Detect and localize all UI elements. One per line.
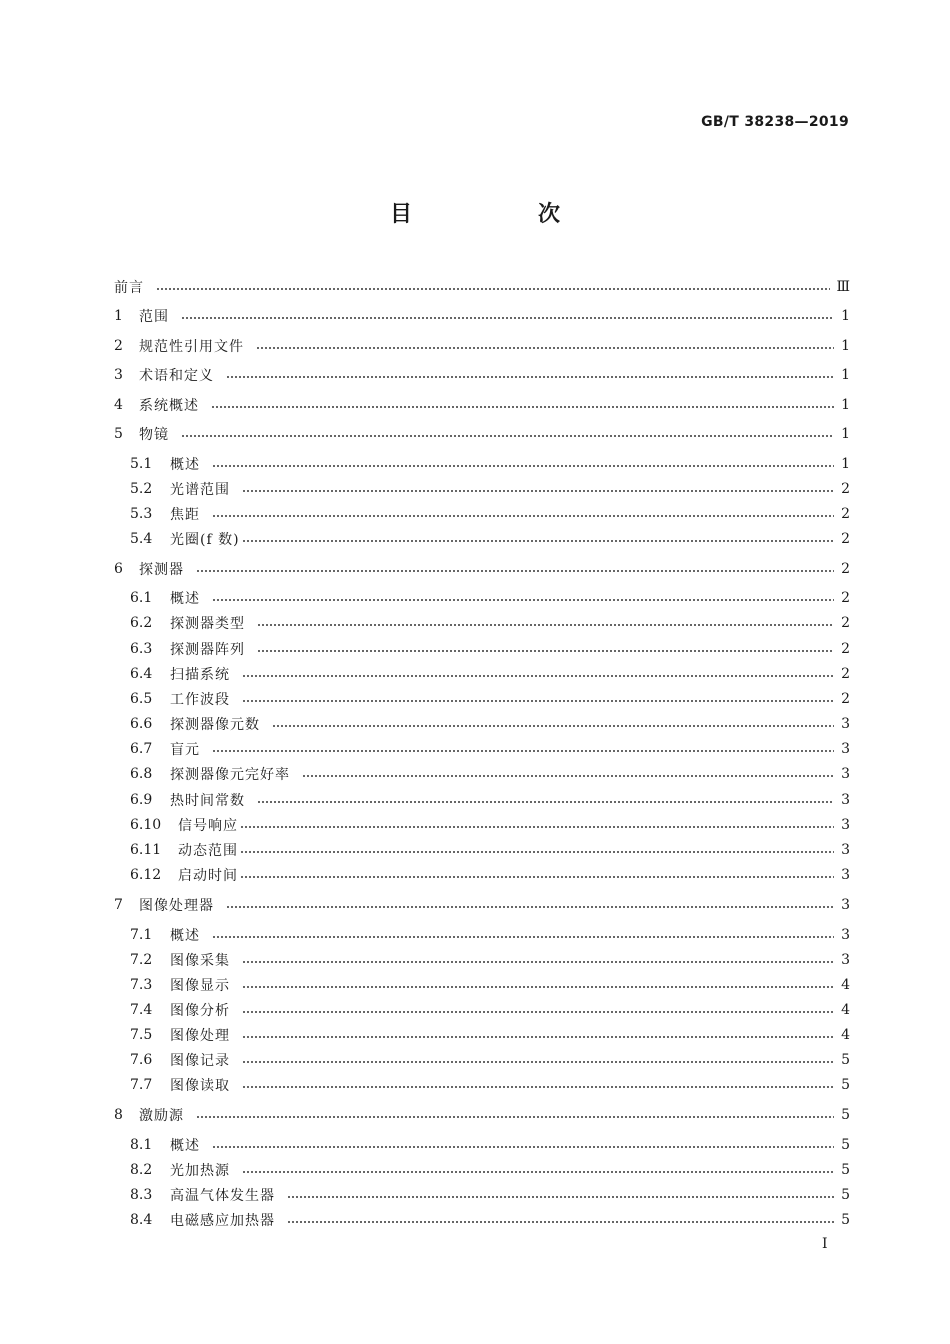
toc-entry-title: 电磁感应加热器 bbox=[170, 1213, 275, 1229]
dot-leader bbox=[226, 906, 834, 908]
toc-entry-number: 6 bbox=[114, 561, 123, 577]
dot-leader bbox=[242, 1011, 834, 1013]
dot-leader bbox=[212, 1146, 834, 1148]
dot-leader bbox=[272, 725, 834, 727]
toc-entry[interactable] bbox=[114, 333, 850, 359]
toc-entry-page: 3 bbox=[841, 792, 850, 808]
toc-entry-number: 6.12 bbox=[130, 867, 162, 883]
dot-leader bbox=[257, 801, 834, 803]
toc-entry-number: 5.2 bbox=[130, 481, 153, 497]
toc-entry-title: 图像记录 bbox=[170, 1053, 230, 1069]
toc-entry-page: Ⅲ bbox=[836, 279, 850, 295]
toc-entry-page: 4 bbox=[841, 1027, 850, 1043]
toc-entry[interactable] bbox=[114, 1102, 850, 1128]
toc-entry-page: 2 bbox=[841, 481, 850, 497]
dot-leader bbox=[240, 851, 834, 853]
toc-entry-title: 概述 bbox=[170, 457, 200, 473]
toc-entry[interactable] bbox=[130, 1022, 850, 1048]
dot-leader bbox=[242, 1171, 834, 1173]
toc-entry[interactable] bbox=[130, 636, 850, 662]
dot-leader bbox=[242, 986, 834, 988]
toc-entry-title: 探测器阵列 bbox=[170, 642, 245, 658]
toc-entry-number: 6.4 bbox=[130, 666, 153, 682]
dot-leader bbox=[242, 1061, 834, 1063]
dot-leader bbox=[212, 750, 834, 752]
dot-leader bbox=[240, 826, 834, 828]
dot-leader bbox=[181, 317, 834, 319]
toc-entry[interactable] bbox=[130, 451, 850, 477]
toc-entry-number: 6.1 bbox=[130, 590, 153, 606]
toc-entry-title: 光谱范围 bbox=[170, 482, 230, 498]
toc-entry[interactable] bbox=[130, 1132, 850, 1158]
toc-entry-page: 5 bbox=[841, 1137, 850, 1153]
toc-entry-number: 6.6 bbox=[130, 716, 153, 732]
toc-entry-title: 概述 bbox=[170, 591, 200, 607]
toc-entry-page: 3 bbox=[841, 897, 850, 913]
toc-entry-page: 4 bbox=[841, 1002, 850, 1018]
toc-entry-title: 高温气体发生器 bbox=[170, 1188, 275, 1204]
toc-entry[interactable] bbox=[130, 1207, 850, 1233]
toc-entry-number: 8.1 bbox=[130, 1137, 153, 1153]
toc-entry[interactable] bbox=[130, 761, 850, 787]
toc-entry-number: 6.5 bbox=[130, 691, 153, 707]
toc-entry-number: 5.3 bbox=[130, 506, 153, 522]
dot-leader bbox=[257, 650, 834, 652]
toc-entry-page: 2 bbox=[841, 691, 850, 707]
toc-entry-title: 概述 bbox=[170, 928, 200, 944]
toc-entry-title: 激励源 bbox=[139, 1108, 184, 1124]
toc-entry-number: 1 bbox=[114, 308, 123, 324]
toc-entry-number: 6.7 bbox=[130, 741, 153, 757]
toc-entry-title: 术语和定义 bbox=[139, 368, 214, 384]
dot-leader bbox=[181, 435, 834, 437]
dot-leader bbox=[196, 1116, 834, 1118]
toc-entry-number: 8.3 bbox=[130, 1187, 153, 1203]
toc-entry[interactable] bbox=[130, 862, 850, 888]
toc-entry-title: 范围 bbox=[139, 309, 169, 325]
toc-entry-page: 2 bbox=[841, 590, 850, 606]
toc-entry[interactable] bbox=[130, 1182, 850, 1208]
toc-entry-title: 动态范围 bbox=[178, 843, 238, 859]
dot-leader bbox=[257, 624, 834, 626]
toc-entry-number: 7.7 bbox=[130, 1077, 153, 1093]
toc-entry-title: 探测器像元完好率 bbox=[170, 767, 290, 783]
toc-entry-number: 8 bbox=[114, 1107, 123, 1123]
toc-entry-title: 图像读取 bbox=[170, 1078, 230, 1094]
toc-entry-title: 图像采集 bbox=[170, 953, 230, 969]
toc-entry-page: 3 bbox=[841, 716, 850, 732]
dot-leader bbox=[156, 288, 830, 290]
dot-leader bbox=[287, 1221, 834, 1223]
toc-entry-page: 3 bbox=[841, 927, 850, 943]
toc-entry[interactable] bbox=[114, 303, 850, 329]
dot-leader bbox=[212, 465, 834, 467]
toc-entry-page: 2 bbox=[841, 561, 850, 577]
page-number: I bbox=[822, 1236, 828, 1252]
toc-entry[interactable] bbox=[130, 501, 850, 527]
toc-entry-page: 2 bbox=[841, 506, 850, 522]
toc-entry-title: 规范性引用文件 bbox=[139, 339, 244, 355]
toc-entry-page: 1 bbox=[841, 338, 850, 354]
toc-entry-page: 2 bbox=[841, 615, 850, 631]
toc-entry-page: 1 bbox=[841, 456, 850, 472]
toc-entry-number: 7.3 bbox=[130, 977, 153, 993]
toc-entry-title: 物镜 bbox=[139, 427, 169, 443]
toc-entry[interactable] bbox=[114, 392, 850, 418]
toc-entry-number: 7 bbox=[114, 897, 123, 913]
toc-entry-number: 6.2 bbox=[130, 615, 153, 631]
page-title: 目 次 bbox=[389, 202, 612, 227]
toc-entry-number: 6.11 bbox=[130, 842, 162, 858]
toc-entry-title: 图像处理器 bbox=[139, 898, 214, 914]
dot-leader bbox=[242, 1036, 834, 1038]
toc-entry[interactable] bbox=[130, 610, 850, 636]
toc-entry-page: 1 bbox=[841, 426, 850, 442]
toc-entry-number: 4 bbox=[114, 397, 123, 413]
toc-entry-title: 扫描系统 bbox=[170, 667, 230, 683]
dot-leader bbox=[240, 876, 834, 878]
toc-entry[interactable] bbox=[130, 837, 850, 863]
dot-leader bbox=[302, 775, 834, 777]
toc-entry-page: 5 bbox=[841, 1077, 850, 1093]
toc-entry-page: 5 bbox=[841, 1212, 850, 1228]
toc-entry-page: 2 bbox=[841, 641, 850, 657]
toc-entry-page: 3 bbox=[841, 952, 850, 968]
toc-entry-title: 探测器 bbox=[139, 562, 184, 578]
toc-entry-number: 7.2 bbox=[130, 952, 153, 968]
toc-entry[interactable] bbox=[130, 947, 850, 973]
toc-entry-number: 5.1 bbox=[130, 456, 153, 472]
dot-leader bbox=[256, 347, 834, 349]
toc-entry-title: 盲元 bbox=[170, 742, 200, 758]
toc-entry[interactable] bbox=[114, 892, 850, 918]
toc-entry[interactable] bbox=[130, 972, 850, 998]
toc-entry-title: 光加热源 bbox=[170, 1163, 230, 1179]
toc-entry[interactable] bbox=[130, 526, 850, 552]
dot-leader bbox=[242, 490, 834, 492]
dot-leader bbox=[212, 515, 834, 517]
toc-entry[interactable] bbox=[130, 812, 850, 838]
toc-entry-page: 3 bbox=[841, 867, 850, 883]
toc-entry-page: 4 bbox=[841, 977, 850, 993]
toc-entry-page: 5 bbox=[841, 1052, 850, 1068]
toc-entry-number: 7.5 bbox=[130, 1027, 153, 1043]
toc-entry-page: 2 bbox=[841, 666, 850, 682]
toc-entry-number: 8.4 bbox=[130, 1212, 153, 1228]
toc-entry-number: 5.4 bbox=[130, 531, 153, 547]
toc-entry[interactable] bbox=[114, 556, 850, 582]
dot-leader bbox=[242, 700, 834, 702]
dot-leader bbox=[287, 1196, 834, 1198]
dot-leader bbox=[211, 406, 834, 408]
toc-entry-number: 6.3 bbox=[130, 641, 153, 657]
toc-entry-page: 2 bbox=[841, 531, 850, 547]
toc-entry-page: 1 bbox=[841, 308, 850, 324]
toc-entry-title: 图像显示 bbox=[170, 978, 230, 994]
toc-entry-title: 工作波段 bbox=[170, 692, 230, 708]
toc-entry[interactable] bbox=[130, 997, 850, 1023]
toc-entry[interactable] bbox=[130, 1047, 850, 1073]
toc-entry[interactable] bbox=[114, 362, 850, 388]
toc-entry[interactable] bbox=[130, 686, 850, 712]
standard-code: GB/T 38238—2019 bbox=[701, 114, 849, 130]
toc-entry-page: 5 bbox=[841, 1162, 850, 1178]
toc-entry-number: 5 bbox=[114, 426, 123, 442]
toc-entry-title: 探测器像元数 bbox=[170, 717, 260, 733]
toc-entry-number: 6.8 bbox=[130, 766, 153, 782]
toc-entry-page: 1 bbox=[841, 397, 850, 413]
toc-entry-page: 1 bbox=[841, 367, 850, 383]
dot-leader bbox=[242, 540, 834, 542]
toc-entry-number: 3 bbox=[114, 367, 123, 383]
dot-leader bbox=[212, 936, 834, 938]
dot-leader bbox=[242, 1086, 834, 1088]
toc-entry[interactable] bbox=[130, 922, 850, 948]
toc-entry-title: 前言 bbox=[114, 280, 144, 296]
toc-entry-title: 启动时间 bbox=[178, 868, 238, 884]
toc-entry-title: 图像处理 bbox=[170, 1028, 230, 1044]
toc-entry-title: 系统概述 bbox=[139, 398, 199, 414]
toc-entry-title: 探测器类型 bbox=[170, 616, 245, 632]
toc-entry[interactable] bbox=[130, 736, 850, 762]
toc-entry[interactable] bbox=[130, 1072, 850, 1098]
dot-leader bbox=[212, 599, 834, 601]
toc-entry[interactable] bbox=[130, 711, 850, 737]
toc-entry-number: 2 bbox=[114, 338, 123, 354]
dot-leader bbox=[196, 570, 834, 572]
toc-entry-title: 信号响应 bbox=[178, 818, 238, 834]
toc-entry-number: 6.9 bbox=[130, 792, 153, 808]
toc-entry-title: 概述 bbox=[170, 1138, 200, 1154]
toc-entry-page: 3 bbox=[841, 766, 850, 782]
toc-entry-number: 7.4 bbox=[130, 1002, 153, 1018]
toc-entry[interactable] bbox=[130, 661, 850, 687]
toc-entry[interactable] bbox=[114, 421, 850, 447]
toc-entry-page: 3 bbox=[841, 842, 850, 858]
toc-entry[interactable] bbox=[114, 274, 850, 300]
toc-entry-title: 热时间常数 bbox=[170, 793, 245, 809]
toc-entry[interactable] bbox=[130, 585, 850, 611]
toc-entry[interactable] bbox=[130, 787, 850, 813]
toc-entry-page: 3 bbox=[841, 817, 850, 833]
toc-entry[interactable] bbox=[130, 476, 850, 502]
toc-entry-page: 3 bbox=[841, 741, 850, 757]
toc-entry-title: 焦距 bbox=[170, 507, 200, 523]
dot-leader bbox=[242, 961, 834, 963]
toc-entry-number: 7.6 bbox=[130, 1052, 153, 1068]
toc-entry-page: 5 bbox=[841, 1187, 850, 1203]
toc-entry-title: 图像分析 bbox=[170, 1003, 230, 1019]
dot-leader bbox=[242, 675, 834, 677]
dot-leader bbox=[226, 376, 834, 378]
toc-entry-number: 7.1 bbox=[130, 927, 153, 943]
toc-entry-number: 6.10 bbox=[130, 817, 162, 833]
toc-entry[interactable] bbox=[130, 1157, 850, 1183]
toc-entry-number: 8.2 bbox=[130, 1162, 153, 1178]
toc-entry-title: 光圈(f 数) bbox=[170, 532, 240, 548]
toc-entry-page: 5 bbox=[841, 1107, 850, 1123]
